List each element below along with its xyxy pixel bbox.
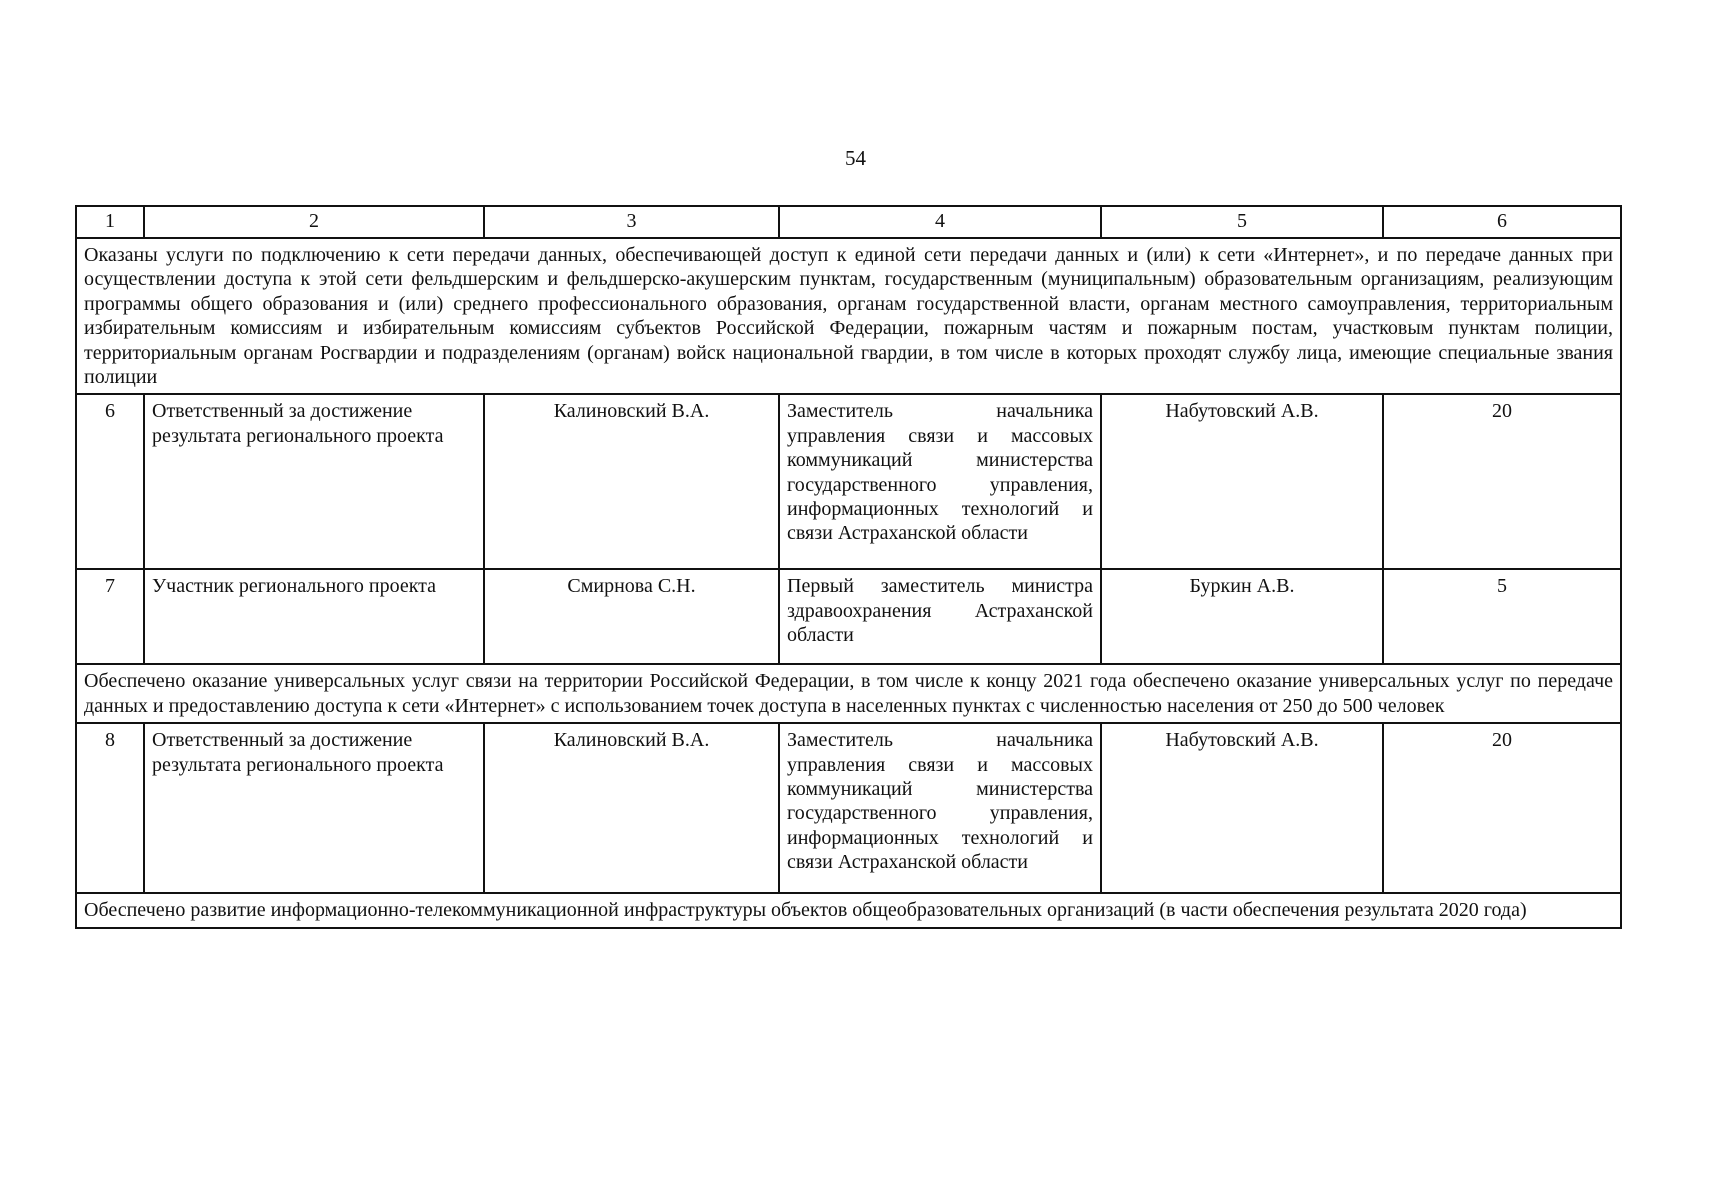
column-header: 3 bbox=[484, 206, 779, 238]
section-heading: Обеспечено оказание универсальных услуг связи на территории Российской Федерации, в том числе к концу 2021 года обеспечено оказание универсальных услуг по передаче данных и предоставлению доступа к сети «Интернет» с использованием точек доступа в населенных пунктах с численностью населения от 250 до 500 человек bbox=[76, 664, 1621, 723]
role-cell: Ответственный за достижение результата регионального проекта bbox=[144, 394, 484, 569]
column-header: 4 bbox=[779, 206, 1101, 238]
supervisor-cell: Буркин А.В. bbox=[1101, 569, 1383, 664]
supervisor-cell: Набутовский А.В. bbox=[1101, 723, 1383, 893]
table-row bbox=[76, 723, 1621, 893]
name-cell: Калиновский В.А. bbox=[484, 723, 779, 893]
section-heading: Обеспечено развитие информационно-телекоммуникационной инфраструктуры объектов общеобразовательных организаций (в части обеспечения результата 2020 года) bbox=[76, 893, 1621, 927]
section-row bbox=[76, 238, 1621, 394]
supervisor-cell: Набутовский А.В. bbox=[1101, 394, 1383, 569]
column-header: 5 bbox=[1101, 206, 1383, 238]
row-number: 7 bbox=[76, 569, 144, 664]
name-cell: Смирнова С.Н. bbox=[484, 569, 779, 664]
responsibility-table bbox=[75, 205, 1622, 929]
name-cell: Калиновский В.А. bbox=[484, 394, 779, 569]
load-cell: 20 bbox=[1383, 394, 1621, 569]
position-cell: Первый заместитель министра здравоохранения Астраханской области bbox=[779, 569, 1101, 664]
load-cell: 5 bbox=[1383, 569, 1621, 664]
role-cell: Участник регионального проекта bbox=[144, 569, 484, 664]
row-number: 6 bbox=[76, 394, 144, 569]
table-header-row bbox=[76, 206, 1621, 238]
section-row bbox=[76, 664, 1621, 723]
position-cell: Заместитель начальника управления связи и массовых коммуникаций министерства государственного управления, информационных технологий и связи Астраханской области bbox=[779, 394, 1101, 569]
position-cell: Заместитель начальника управления связи и массовых коммуникаций министерства государственного управления, информационных технологий и связи Астраханской области bbox=[779, 723, 1101, 893]
table-row bbox=[76, 569, 1621, 664]
load-cell: 20 bbox=[1383, 723, 1621, 893]
column-header: 6 bbox=[1383, 206, 1621, 238]
table-row bbox=[76, 394, 1621, 569]
section-heading: Оказаны услуги по подключению к сети передачи данных, обеспечивающей доступ к единой сети передачи данных и (или) к сети «Интернет», и по передаче данных при осуществлении доступа к этой сети фельдшерским и фельдшерско-акушерским пунктам, государственным (муниципальным) образовательным организациям, реализующим программы общего образования и (или) среднего профессионального образования, органам государственной власти, органам местного самоуправления, территориальным избирательным комиссиям и избирательным комиссиям субъектов Российской Федерации, пожарным частям и пожарным постам, участковым пунктам полиции, территориальным органам Росгвардии и подразделениям (органам) войск национальной гвардии, в том числе в которых проходят службу лица, имеющие специальные звания полиции bbox=[76, 238, 1621, 394]
column-header: 2 bbox=[144, 206, 484, 238]
column-header: 1 bbox=[76, 206, 144, 238]
row-number: 8 bbox=[76, 723, 144, 893]
role-cell: Ответственный за достижение результата регионального проекта bbox=[144, 723, 484, 893]
section-row bbox=[76, 893, 1621, 927]
page-number: 54 bbox=[845, 146, 866, 170]
